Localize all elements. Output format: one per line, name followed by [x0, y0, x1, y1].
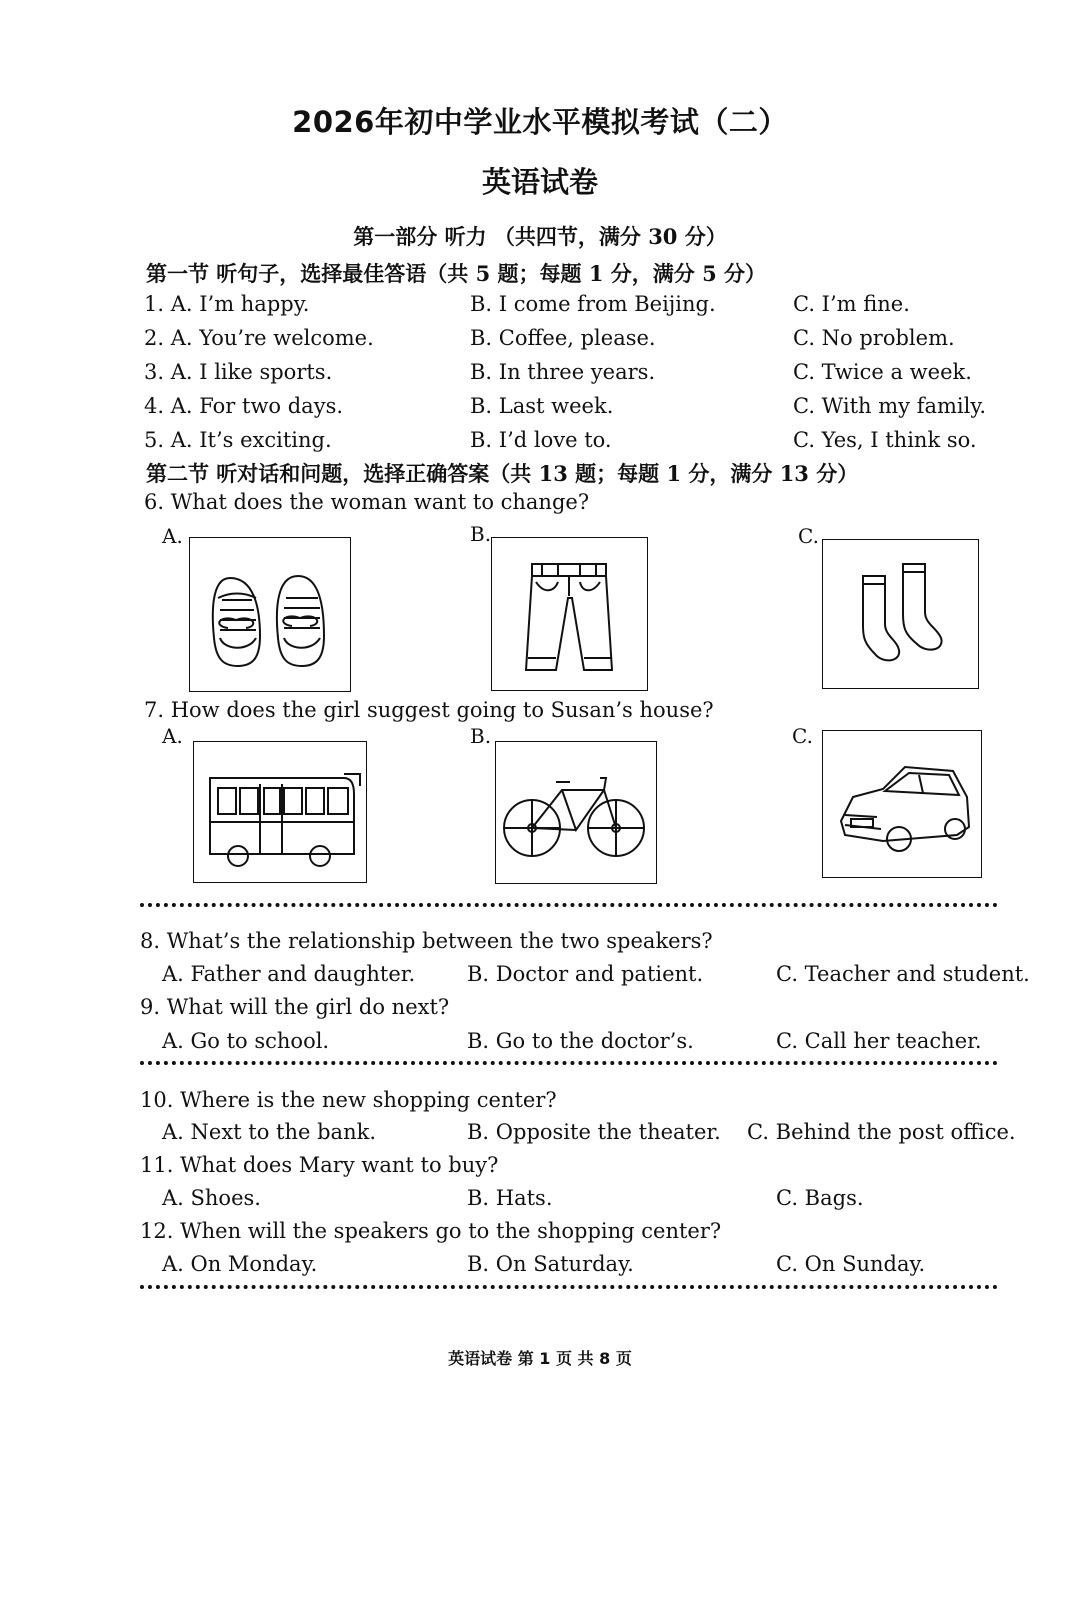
- q7-question: 7. How does the girl suggest going to Susan’s house?: [144, 698, 714, 722]
- q6-label-a: A.: [162, 524, 183, 548]
- socks-image: [822, 539, 979, 689]
- q10-question: 10. Where is the new shopping center?: [140, 1088, 557, 1112]
- q12-question: 12. When will the speakers go to the shopping center?: [140, 1219, 722, 1243]
- q5-option-c: C. Yes, I think so.: [793, 428, 977, 452]
- q8-option-c: C. Teacher and student.: [776, 962, 1030, 986]
- pants-image: [491, 537, 648, 691]
- q6-label-b: B.: [470, 522, 492, 546]
- bicycle-image: [495, 741, 657, 884]
- q9-option-c: C. Call her teacher.: [776, 1029, 982, 1053]
- dotted-divider: [140, 1285, 998, 1289]
- q4-option-b: B. Last week.: [470, 394, 614, 418]
- q4-option-c: C. With my family.: [793, 394, 987, 418]
- q6-question: 6. What does the woman want to change?: [144, 490, 590, 514]
- dotted-divider: [140, 1061, 998, 1065]
- q10-option-b: B. Opposite the theater.: [467, 1120, 721, 1144]
- shoes-image: [189, 537, 351, 692]
- q4-option-a: 4. A. For two days.: [144, 394, 344, 418]
- q6-label-c: C.: [798, 524, 819, 548]
- q10-option-c: C. Behind the post office.: [747, 1120, 1016, 1144]
- q1-option-a: 1. A. I’m happy.: [144, 292, 310, 316]
- q7-label-b: B.: [470, 724, 492, 748]
- q3-option-a: 3. A. I like sports.: [144, 360, 333, 384]
- q2-option-a: 2. A. You’re welcome.: [144, 326, 374, 350]
- q5-option-a: 5. A. It’s exciting.: [144, 428, 332, 452]
- q2-option-b: B. Coffee, please.: [470, 326, 656, 350]
- q1-option-c: C. I’m fine.: [793, 292, 910, 316]
- q9-option-a: A. Go to school.: [162, 1029, 330, 1053]
- q3-option-c: C. Twice a week.: [793, 360, 972, 384]
- q9-question: 9. What will the girl do next?: [140, 995, 450, 1019]
- q2-option-c: C. No problem.: [793, 326, 955, 350]
- q8-question: 8. What’s the relationship between the two speakers?: [140, 929, 713, 953]
- q9-option-b: B. Go to the doctor’s.: [467, 1029, 694, 1053]
- q12-option-c: C. On Sunday.: [776, 1252, 926, 1276]
- section-one-heading: 第一节 听句子，选择最佳答语（共 5 题；每题 1 分，满分 5 分）: [146, 261, 767, 286]
- dotted-divider: [140, 903, 998, 907]
- part-one-heading: 第一部分 听力 （共四节，满分 30 分）: [353, 224, 727, 249]
- q1-option-b: B. I come from Beijing.: [470, 292, 716, 316]
- q11-option-b: B. Hats.: [467, 1186, 553, 1210]
- q7-label-c: C.: [792, 724, 813, 748]
- page-footer: 英语试卷 第 1 页 共 8 页: [448, 1349, 632, 1368]
- q10-option-a: A. Next to the bank.: [162, 1120, 376, 1144]
- section-two-heading: 第二节 听对话和问题，选择正确答案（共 13 题；每题 1 分，满分 13 分）: [146, 461, 859, 486]
- q11-option-c: C. Bags.: [776, 1186, 864, 1210]
- q11-option-a: A. Shoes.: [162, 1186, 261, 1210]
- q8-option-a: A. Father and daughter.: [162, 962, 416, 986]
- exam-subtitle: 英语试卷: [481, 165, 598, 199]
- q12-option-a: A. On Monday.: [162, 1252, 318, 1276]
- q8-option-b: B. Doctor and patient.: [467, 962, 704, 986]
- q3-option-b: B. In three years.: [470, 360, 656, 384]
- q5-option-b: B. I’d love to.: [470, 428, 612, 452]
- car-image: [822, 730, 982, 878]
- q12-option-b: B. On Saturday.: [467, 1252, 634, 1276]
- bus-image: [193, 741, 367, 883]
- q7-label-a: A.: [162, 724, 183, 748]
- exam-title: 2026年初中学业水平模拟考试（二）: [292, 105, 788, 139]
- q11-question: 11. What does Mary want to buy?: [140, 1153, 499, 1177]
